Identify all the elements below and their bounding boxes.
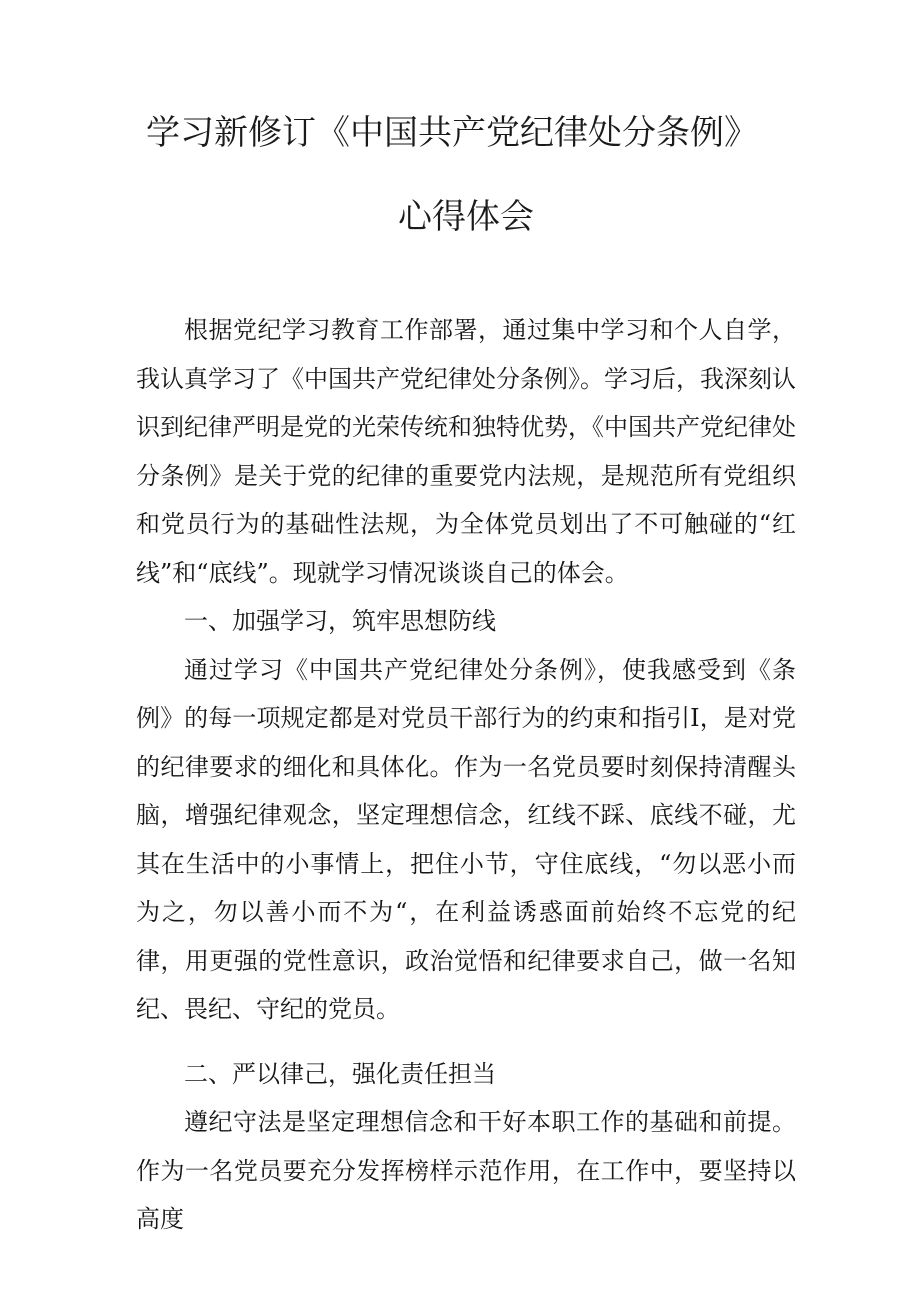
section-heading-1: 一、加强学习，筑牢思想防线 — [184, 607, 496, 635]
document-title-line-1: 学习新修订《中国共产党纪律处分条例》 — [146, 113, 758, 153]
document-body — [136, 306, 796, 1244]
body-paragraph-1: 根据党纪学习教育工作部署，通过集中学习和个人自学，我认真学习了《中国共产党纪律处分条例》。学习后，我深刻认识到纪律严明是党的光荣传统和独特优势，《中国共产党纪律处分条例》是关于党的纪律的重要党内法规，是规范所有党组织和党员行为的基础性法规，为全体党员划出了不可触碰的“红线”和“底线”。现就学习情况谈谈自己的体会。 — [136, 316, 796, 587]
body-paragraph-3: 遵纪守法是坚定理想信念和干好本职工作的基础和前提。作为一名党员要充分发挥榜样示范作用，在工作中，要坚持以高度 — [136, 1108, 796, 1233]
body-paragraph-2: 通过学习《中国共产党纪律处分条例》，使我感受到《条例》的每一项规定都是对党员干部行为的约束和指引I，是对党的纪律要求的细化和具体化。作为一名党员要时刻保持清醒头脑，增强纪律观念，坚定理想信念，红线不踩、底线不碰，尤其在生活中的小事情上，把住小节，守住底线，“勿以恶小而为之，勿以善小而不为“，在利益诱惑面前始终不忘党的纪律，用更强的党性意识，政治觉悟和纪律要求自己，做一名知纪、畏纪、守纪的党员。 — [136, 655, 796, 1023]
document-title-line-2: 心得体会 — [398, 197, 534, 237]
section-heading-2: 二、严以律己，强化责任担当 — [184, 1059, 496, 1088]
